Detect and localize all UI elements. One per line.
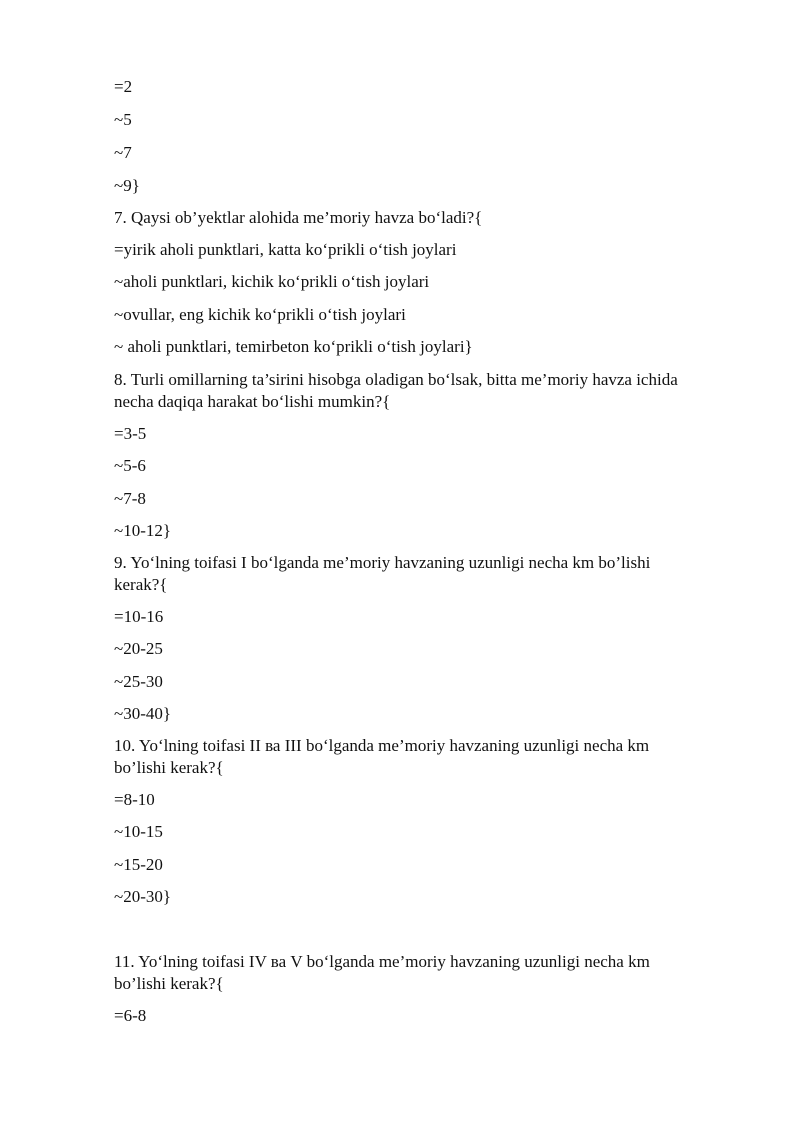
answer-option: ~15-20 (114, 855, 163, 874)
question-9-line-2: kerak?{ (114, 575, 168, 594)
question-8-line-1: 8. Turli omillarning ta’sirini hisobga oladigan bo‘lsak, bitta me’moriy havza ichida (114, 370, 678, 389)
answer-option: ~20-30} (114, 887, 172, 906)
answer-option: ~25-30 (114, 672, 163, 691)
answer-option: ~7 (114, 143, 132, 162)
answer-option: ~7-8 (114, 489, 146, 508)
question-8-line-2: necha daqiqa harakat bo‘lishi mumkin?{ (114, 392, 391, 411)
answer-option: ~5-6 (114, 456, 146, 475)
answer-option: =10-16 (114, 607, 164, 626)
answer-option: ~9} (114, 176, 140, 195)
question-7: 7. Qaysi ob’yektlar alohida me’moriy havza bo‘ladi?{ (114, 208, 483, 227)
answer-option: ~10-15 (114, 822, 163, 841)
answer-option: =yirik aholi punktlari, katta ko‘prikli o‘tish joylari (114, 240, 457, 259)
question-11-line-2: bo’lishi kerak?{ (114, 974, 224, 993)
answer-option: =3-5 (114, 424, 147, 443)
question-11-line-1: 11. Yo‘lning toifasi IV ва V bo‘lganda me’moriy havzaning uzunligi necha km (114, 952, 650, 971)
answer-option: ~20-25 (114, 639, 163, 658)
question-10-line-1: 10. Yo‘lning toifasi II ва III bo‘lganda me’moriy havzaning uzunligi necha km (114, 736, 650, 755)
answer-option: ~ovullar, eng kichik ko‘prikli o‘tish joylari (114, 305, 406, 324)
question-10-line-2: bo’lishi kerak?{ (114, 758, 224, 777)
answer-option: =8-10 (114, 790, 155, 809)
answer-option: ~30-40} (114, 704, 172, 723)
answer-option: ~aholi punktlari, kichik ko‘prikli o‘tish joylari (114, 272, 430, 291)
answer-option: ~10-12} (114, 521, 172, 540)
answer-option: ~5 (114, 110, 132, 129)
answer-option: ~ aholi punktlari, temirbeton ko‘prikli o‘tish joylari} (114, 337, 473, 356)
question-9-line-1: 9. Yo‘lning toifasi I bo‘lganda me’moriy havzaning uzunligi necha km bo’lishi (114, 553, 651, 572)
answer-option: =6-8 (114, 1006, 147, 1025)
answer-option: =2 (114, 77, 133, 96)
